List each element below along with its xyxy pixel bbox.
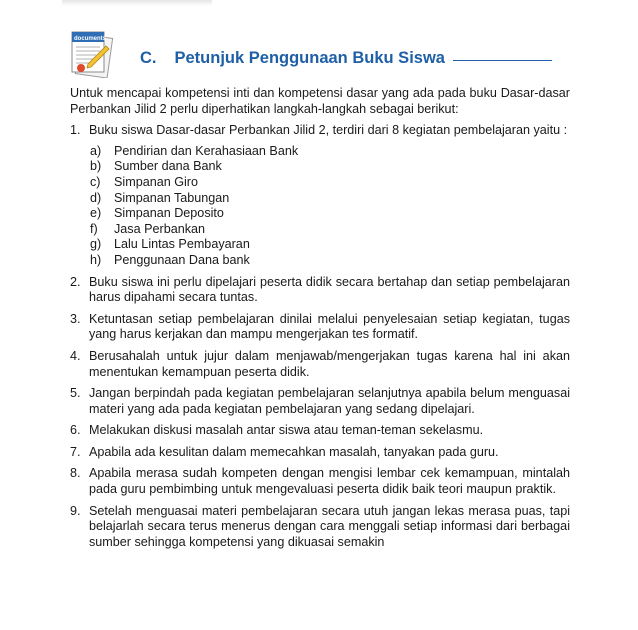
list-item-number: 6.	[70, 423, 81, 438]
page-top-edge	[62, 0, 212, 6]
sub-list-item-letter: g)	[90, 237, 102, 252]
sub-list-item	[89, 159, 570, 175]
list-item-text: Ketuntasan setiap pembelajaran dinilai melalui penyelesaian setiap kegiatan, tugas yang harus kerjakan dan mampu mengerjakan tes formatif.	[89, 311, 570, 342]
sub-list-item-text: Simpanan Giro	[114, 174, 198, 189]
heading-rule	[453, 60, 552, 61]
sub-list-item-text: Simpanan Deposito	[114, 206, 224, 221]
sub-list-item-text: Sumber dana Bank	[114, 159, 222, 174]
list-item-text: Setelah menguasai materi pembelajaran secara utuh jangan lekas merasa puas, tapi belajarlah secara terus menerus dengan cara menggali setiap informasi dari berbagai sumber sehingga kompetensi yang dikuasai semakin	[89, 503, 570, 549]
documents-icon	[66, 28, 114, 78]
instruction-list	[70, 123, 570, 550]
sub-list	[89, 144, 570, 269]
sub-list-item-text: Jasa Perbankan	[114, 221, 206, 236]
sub-list-item	[89, 222, 570, 238]
list-item	[70, 445, 570, 461]
list-item-text: Buku siswa Dasar-dasar Perbankan Jilid 2, terdiri dari 8 kegiatan pembelajaran yaitu :	[89, 123, 568, 138]
sub-list-item	[89, 206, 570, 222]
sub-list-item-letter: d)	[90, 190, 102, 205]
list-item-number: 9.	[70, 503, 81, 518]
sub-list-item-text: Penggunaan Dana bank	[114, 252, 250, 267]
sub-list-item-letter: b)	[90, 159, 102, 174]
section-letter: C.	[140, 49, 157, 67]
list-item	[70, 349, 570, 380]
svg-text:documents: documents	[74, 36, 107, 42]
list-item	[70, 275, 570, 306]
list-item	[70, 423, 570, 439]
intro-paragraph: Untuk mencapai kompetensi inti dan kompetensi dasar yang ada pada buku Dasar-dasar Perbankan Jilid 2 perlu diperhatikan langkah-langkah sebagai berikut:	[70, 86, 570, 116]
sub-list-item	[89, 191, 570, 207]
sub-list-item-letter: e)	[90, 206, 102, 221]
list-item-text: Melakukan diskusi masalah antar siswa atau teman-teman sekelasmu.	[89, 423, 484, 438]
list-item-text: Jangan berpindah pada kegiatan pembelajaran selanjutnya apabila belum menguasai materi yang ada pada kegiatan pembelajaran yang sedang dipelajari.	[89, 386, 570, 416]
sub-list-item-letter: a)	[90, 143, 102, 158]
sub-list-item-text: Pendirian dan Kerahasiaan Bank	[114, 143, 299, 158]
sub-list-item	[89, 144, 570, 160]
list-item-number: 1.	[70, 123, 81, 138]
list-item	[70, 504, 570, 551]
list-item-text: Apabila merasa sudah kompeten dengan mengisi lembar cek kemampuan, mintalah pada guru pembimbing untuk mengevaluasi peserta didik baik teori maupun praktik.	[89, 466, 570, 497]
list-item-number: 8.	[70, 466, 81, 481]
list-item-text: Berusahalah untuk jujur dalam menjawab/mengerjakan tugas karena hal ini akan menentukan kemampuan peserta didik.	[89, 348, 570, 379]
list-item	[70, 466, 570, 497]
list-item-number: 7.	[70, 444, 81, 459]
section-heading	[140, 49, 552, 68]
sub-list-item-text: Simpanan Tabungan	[114, 190, 230, 205]
list-item-text: Apabila ada kesulitan dalam memecahkan masalah, tanyakan pada guru.	[89, 444, 499, 459]
list-item-number: 5.	[70, 386, 81, 401]
sub-list-item-letter: c)	[90, 174, 101, 189]
list-item	[70, 312, 570, 343]
list-item	[70, 386, 570, 417]
list-item-number: 4.	[70, 348, 81, 363]
sub-list-item	[89, 253, 570, 269]
sub-list-item	[89, 237, 570, 253]
section-title: Petunjuk Penggunaan Buku Siswa	[174, 49, 445, 67]
list-item-text: Buku siswa ini perlu dipelajari peserta didik secara bertahap dan setiap pembelajaran harus dipahami secara tuntas.	[89, 274, 570, 305]
sub-list-item-text: Lalu Lintas Pembayaran	[114, 237, 250, 252]
list-item-number: 3.	[70, 311, 81, 326]
sub-list-item-letter: f)	[90, 221, 98, 236]
sub-list-item-letter: h)	[90, 252, 102, 267]
section-body	[70, 86, 570, 556]
list-item	[70, 123, 570, 268]
sub-list-item	[89, 175, 570, 191]
list-item-number: 2.	[70, 274, 81, 289]
